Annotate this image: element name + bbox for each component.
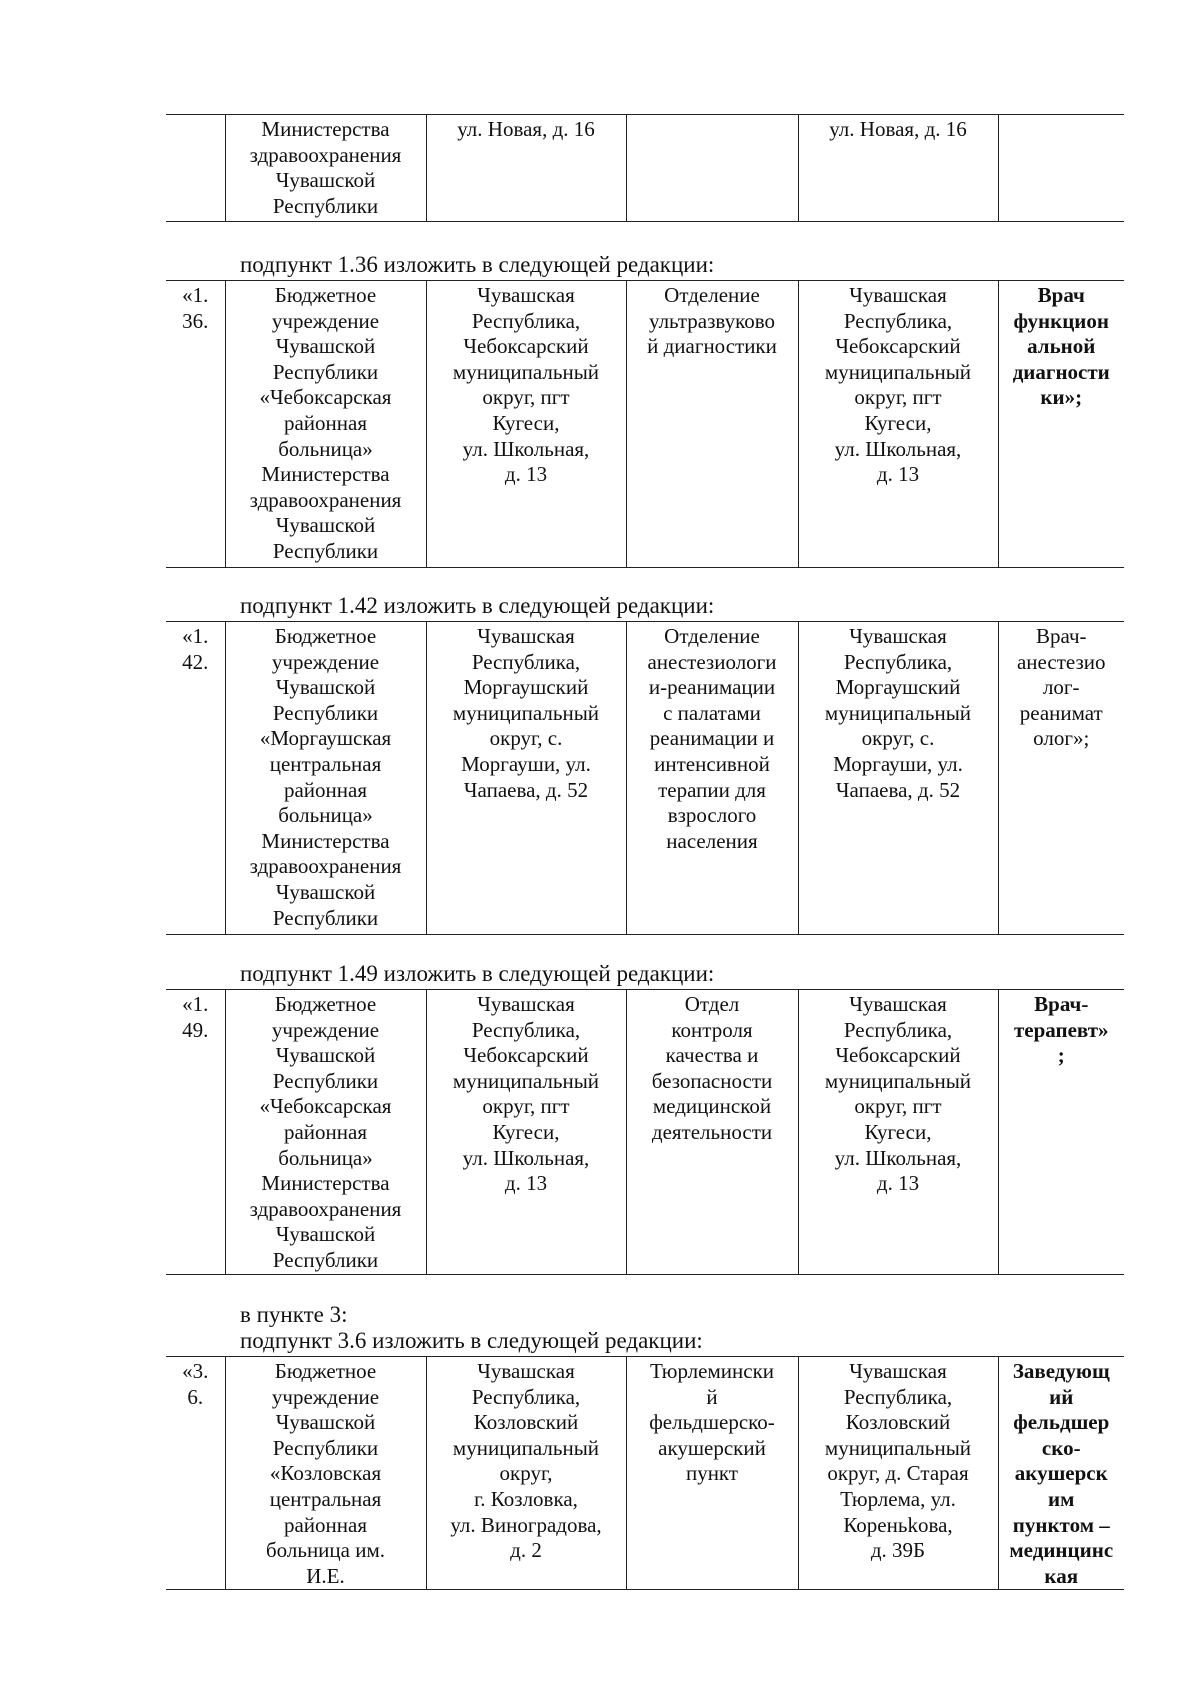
location-cell: Чувашская Республика, Моргаушский муниципальный округ, с. Моргауши, ул. Чапаева, д. 52 <box>798 622 998 935</box>
row-number <box>166 115 225 222</box>
address-cell: Чувашская Республика, Чебоксарский муниципальный округ, пгт Кугеси, ул. Школьная, д. 13 <box>426 990 626 1275</box>
intro-line: в пункте 3: <box>240 1302 348 1327</box>
organization-cell: Бюджетное учреждение Чувашской Республики «Моргаушская центральная районная больница» Министерства здравоохранения Чувашской Республики <box>225 622 426 935</box>
location-cell: Чувашская Республика, Чебоксарский муниципальный округ, пгт Кугеси, ул. Школьная, д. 13 <box>798 990 998 1275</box>
address-cell: Чувашская Республика, Чебоксарский муниципальный округ, пгт Кугеси, ул. Школьная, д. 13 <box>426 281 626 568</box>
section-intro <box>240 593 714 619</box>
department-cell: Тюрлемински й фельдшерско- акушерский пункт <box>626 1357 798 1590</box>
row-number: «1. 36. <box>182 283 209 333</box>
intro-line: подпункт 3.6 изложить в следующей редакции: <box>240 1328 703 1353</box>
table-row <box>166 1357 1124 1590</box>
position-cell: Врач функцион альной диагности ки»; <box>998 281 1124 568</box>
table-row <box>166 990 1124 1275</box>
row-number: «3. 6. <box>182 1359 209 1409</box>
organization-cell: Бюджетное учреждение Чувашской Республики «Козловская центральная районная больница им. И.Е. <box>225 1357 426 1590</box>
row-number: «1. 49. <box>182 992 209 1042</box>
intro-line: подпункт 1.36 изложить в следующей редакции: <box>240 252 715 277</box>
organization-cell: Бюджетное учреждение Чувашской Республики «Чебоксарская районная больница» Министерства здравоохранения Чувашской Республики <box>225 990 426 1275</box>
location-cell: Чувашская Республика, Козловский муниципальный округ, д. Старая Тюрлема, ул. Кореньkова, д. 39Б <box>798 1357 998 1590</box>
section-intro <box>240 1302 703 1354</box>
department-cell: Отделение анестезиологи и-реанимации с палатами реанимации и интенсивной терапии для взрослого населения <box>626 622 798 935</box>
table-row <box>166 622 1124 935</box>
department-cell: Отдел контроля качества и безопасности медицинской деятельности <box>626 990 798 1275</box>
department-cell: Отделение ультразвуково й диагностики <box>626 281 798 568</box>
location-cell: Чувашская Республика, Чебоксарский муниципальный округ, пгт Кугеси, ул. Школьная, д. 13 <box>798 281 998 568</box>
organization-cell: Министерства здравоохранения Чувашской Республики <box>225 115 426 222</box>
department-cell <box>626 115 798 222</box>
section-intro <box>240 961 714 987</box>
amendment-table <box>166 621 1124 935</box>
amendment-table <box>166 1356 1124 1590</box>
address-cell: Чувашская Республика, Моргаушский муниципальный округ, с. Моргауши, ул. Чапаева, д. 52 <box>426 622 626 935</box>
position-cell: Заведующ ий фельдшер ско- акушерск им пунктом – мединцинс кая <box>998 1357 1124 1590</box>
table-row <box>166 281 1124 568</box>
amendment-table <box>166 989 1124 1275</box>
continuation-table <box>166 114 1124 222</box>
amendment-table <box>166 280 1124 568</box>
row-number: «1. 42. <box>182 624 209 674</box>
position-cell: Врач- анестезио лог- реанимат олог»; <box>998 622 1124 935</box>
position-cell <box>998 115 1124 222</box>
table-row <box>166 115 1124 222</box>
address-cell: ул. Новая, д. 16 <box>426 115 626 222</box>
intro-line: подпункт 1.42 изложить в следующей редакции: <box>240 593 715 618</box>
position-cell: Врач- терапевт» ; <box>998 990 1124 1275</box>
intro-line: подпункт 1.49 изложить в следующей редакции: <box>240 961 715 986</box>
section-intro <box>240 252 714 278</box>
address-cell: Чувашская Республика, Козловский муниципальный округ, г. Козловка, ул. Виноградова, д. 2 <box>426 1357 626 1590</box>
organization-cell: Бюджетное учреждение Чувашской Республики «Чебоксарская районная больница» Министерства здравоохранения Чувашской Республики <box>225 281 426 568</box>
location-cell: ул. Новая, д. 16 <box>798 115 998 222</box>
